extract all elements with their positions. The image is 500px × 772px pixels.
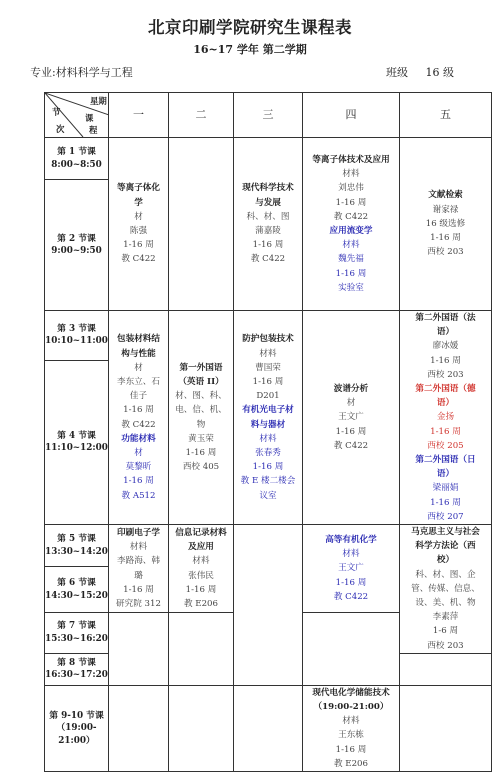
period-9-10: 第 9-10 节课 （19:00- 21:00） [45,685,109,771]
course-tue-late-empty [169,613,234,686]
course-tue-evening-empty [169,685,234,771]
corner-weekday: 星期 [90,96,107,106]
course-mon-late-empty [109,613,169,686]
corner-jie: 节 [52,107,61,117]
period-7: 第 7 节课 15:30~16:20 [45,613,109,654]
period-2: 第 2 节课 9:00~9:50 [45,180,109,311]
course-fri-evening-empty [400,685,492,771]
course-fri-late-empty [400,653,492,685]
day-header-fri: 五 [400,93,492,138]
period-5: 第 5 节课 13:30~14:20 [45,525,109,567]
course-tue-afternoon: 信息记录材料 及应用 材料 张伟民 1-16 周 教 E206 [169,525,234,613]
corner-ci: 次 [56,124,65,134]
course-tue-morning-empty [169,138,234,311]
day-header-mon: 一 [109,93,169,138]
course-mon-evening-empty [109,685,169,771]
period-4: 第 4 节课 11:10~12:00 [45,360,109,524]
course-mon-morning: 等离子体化 学 材 陈强 1-16 周 教 C422 [109,138,169,311]
period-3: 第 3 节课 10:10~11:00 [45,311,109,361]
course-fri-midday: 第二外国语（法 语） 廖冰媛 1-16 周 西校 203 第二外国语（德 语） 金扬 1-16 周 西校 205 第二外国语（日 语） 梁丽娟 1-16 周 西校 207 [400,311,492,525]
course-fri-morning: 文献检索 谢家禄 16 级选修 1-16 周 西校 203 [400,138,492,311]
day-header-tue: 二 [169,93,234,138]
course-fri-afternoon: 马克思主义与社会 科学方法论（西 校） 科、材、图、企 管、传媒、信息、 设、美、机、物 李素萍 1-6 周 西校 203 [400,525,492,654]
course-thu-late-empty [303,613,400,686]
corner-ke: 课 [85,113,94,123]
course-thu-morning: 等离子体技术及应用 材料 刘忠伟 1-16 周 教 C422 应用流变学 材料 魏先福 1-16 周 实验室 [303,138,400,311]
timetable [44,92,492,772]
major-label: 专业:材料科学与工程 [30,66,133,79]
class-label: 班级 [386,66,408,79]
course-thu-evening: 现代电化学储能技术 （19:00-21:00） 材料 王东栋 1-16 周 教 E206 [303,685,400,771]
period-1: 第 1 节课 8:00~8:50 [45,138,109,180]
day-header-thu: 四 [303,93,400,138]
class-value: 16 级 [425,66,454,79]
class-info [386,64,454,80]
corner-header [45,93,109,138]
page-title: 北京印刷学院研究生课程表 [148,18,352,37]
course-wed-afternoon-empty [234,525,303,686]
course-wed-midday: 防护包装技术 材料 曹国荣 1-16 周 D201 有机光电子材 料与器材 材料 张春秀 1-16 周 教 E 楼二楼会 议室 [234,311,303,525]
day-header-wed: 三 [234,93,303,138]
course-mon-afternoon: 印刷电子学 材料 李路海、韩 璐 1-16 周 研究院 312 [109,525,169,613]
period-8: 第 8 节课 16:30~17:20 [45,653,109,685]
term-subtitle: 16~17 学年 第二学期 [193,43,307,56]
course-mon-midday: 包装材料结 构与性能 材 李东立、石 佳子 1-16 周 教 C422 功能材料 材 莫黎昕 1-16 周 教 A512 [109,311,169,525]
period-6: 第 6 节课 14:30~15:20 [45,567,109,613]
course-thu-afternoon: 高等有机化学 材料 王文广 1-16 周 教 C422 [303,525,400,613]
course-tue-midday: 第一外国语 （英语 II） 材、图、科、 电、信、机、 物 黄玉荣 1-16 周 西校 405 [169,311,234,525]
course-thu-midday: 波谱分析 材 王文广 1-16 周 教 C422 [303,311,400,525]
corner-cheng: 程 [89,125,98,135]
course-wed-morning: 现代科学技术 与发展 科、材、图 蒲嘉陵 1-16 周 教 C422 [234,138,303,311]
course-wed-evening-empty [234,685,303,771]
